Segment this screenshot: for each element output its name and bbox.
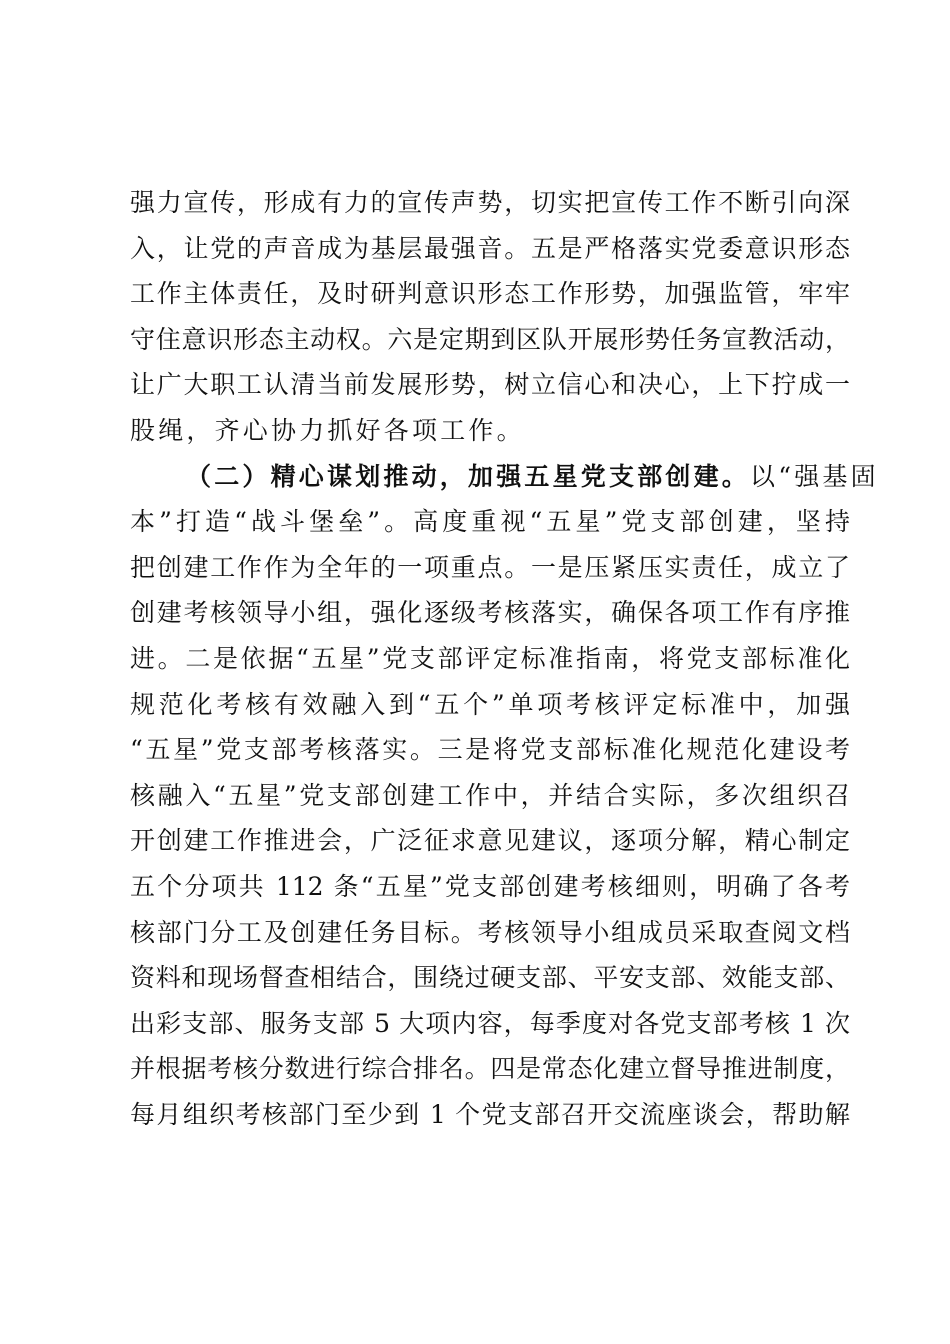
text-line: 每月组织考核部门至少到 1 个党支部召开交流座谈会，帮助解: [130, 1099, 850, 1129]
text-line: 并根据考核分数进行综合排名。四是常态化建立督导推进制度，: [130, 1054, 850, 1084]
text-line: 规范化考核有效融入到“五个”单项考核评定标准中，加强: [130, 689, 850, 719]
text-line: 本”打造“战斗堡垒”。高度重视“五星”党支部创建，坚持: [130, 507, 850, 537]
section-heading: （二）精心谋划推动，加强五星党支部创建。: [186, 461, 751, 491]
text-line: 让广大职工认清当前发展形势，树立信心和决心，上下拧成一: [130, 370, 850, 400]
heading-line-rest: 以“强基固: [750, 461, 879, 491]
text-line: 强力宣传，形成有力的宣传声势，切实把宣传工作不断引向深: [130, 188, 850, 217]
text-line: 守住意识形态主动权。六是定期到区队开展形势任务宣教活动，: [130, 324, 850, 354]
text-line: “五星”党支部考核落实。三是将党支部标准化规范化建设考: [130, 735, 850, 765]
section-heading-line: [130, 454, 879, 500]
text-line: 出彩支部、服务支部 5 大项内容，每季度对各党支部考核 1 次: [130, 1008, 850, 1038]
text-line: 核部门分工及创建任务目标。考核领导小组成员采取查阅文档: [130, 917, 850, 947]
text-line: 把创建工作作为全年的一项重点。一是压紧压实责任，成立了: [130, 552, 850, 582]
text-line: 五个分项共 112 条“五星”党支部创建考核细则，明确了各考: [130, 871, 850, 901]
text-line: 核融入“五星”党支部创建工作中，并结合实际，多次组织召: [130, 780, 850, 810]
text-line: 开创建工作推进会，广泛征求意见建议，逐项分解，精心制定: [130, 826, 850, 856]
text-line: 工作主体责任，及时研判意识形态工作形势，加强监管，牢牢: [130, 279, 850, 309]
text-line: 股绳，齐心协力抓好各项工作。: [130, 415, 525, 445]
paragraph-propaganda: [130, 180, 850, 454]
text-line: 入，让党的声音成为基层最强音。五是严格落实党委意识形态: [130, 233, 850, 263]
paragraph-five-star-branch: [130, 454, 879, 1138]
text-line: 进。二是依据“五星”党支部评定标准指南，将党支部标准化: [130, 643, 850, 673]
text-line: 资料和现场督查相结合，围绕过硬支部、平安支部、效能支部、: [130, 963, 850, 993]
text-line: 创建考核领导小组，强化逐级考核落实，确保各项工作有序推: [130, 598, 850, 628]
document-body: [130, 180, 879, 1137]
